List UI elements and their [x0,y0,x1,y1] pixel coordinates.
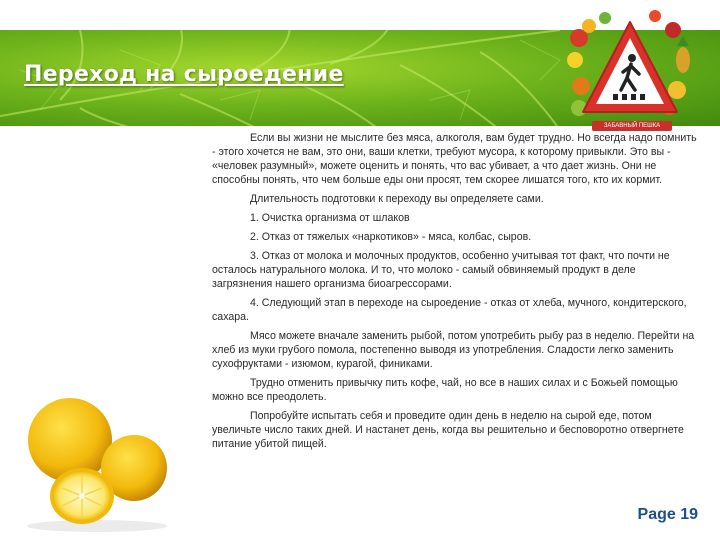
paragraph-coffee: Трудно отменить привычку пить кофе, чай, но все в наших силах и с Божьей помощью можно все преодолеть. [212,377,678,403]
lemon-icon [22,392,172,532]
paragraph-try: Попробуйте испытать себя и проведите один день в неделю на сырой еде, потом увеличьте число таких дней. И настанет день, когда вы решительно и бесповоротно отвергнете питание убитой пищей. [212,410,684,450]
body-text [212,131,698,456]
slide-title: Переход на сыроедение [24,62,344,87]
paragraph-intro: Если вы жизни не мыслите без мяса, алкоголя, вам будет трудно. Но всегда надо помнить - этого хочется не вам, это они, ваши клетки, требуют мусора, к которому привыкли. Это вы - «человек разумный», можете оценить и понять, что вас убивает, а что дает жизнь. Они не способны понять, что чем больше еды они просят, тем скорее лишатся того, кто их кормит. [212,132,697,186]
step-1: 1. Очистка организма от шлаков [250,212,410,224]
step-3: 3. Отказ от молока и молочных продуктов, особенно учитывая тот факт, что почти не осталось натурального молока. И то, что молоко - самый обвиняемый продукт в деле загрязнения нашего организма биоагрессорами. [212,250,670,290]
pedestrian-warning-sign-icon [565,8,695,130]
paragraph-preparation: Длительность подготовки к переходу вы определяете сами. [250,193,544,205]
page-number: Page 19 [637,506,698,523]
step-4: 4. Следующий этап в переходе на сыроедение - отказ от хлеба, мучного, кондитерского, сахара. [212,297,687,323]
lemons-illustration [22,392,172,537]
sign-caption: ЗАБАВНЫЙ ПЕШКА [592,121,672,131]
paragraph-meat: Мясо можете вначале заменить рыбой, потом употребить рыбу раз в неделю. Перейти на хлеб из муки грубого помола, постепенно выводя из употребления. Сладости легко заменить сухофруктами - изюмом, курагой, финиками. [212,330,695,370]
step-2: 2. Отказ от тяжелых «наркотиков» - мяса, колбас, сыров. [250,231,532,243]
warning-sign-illustration [565,8,695,130]
